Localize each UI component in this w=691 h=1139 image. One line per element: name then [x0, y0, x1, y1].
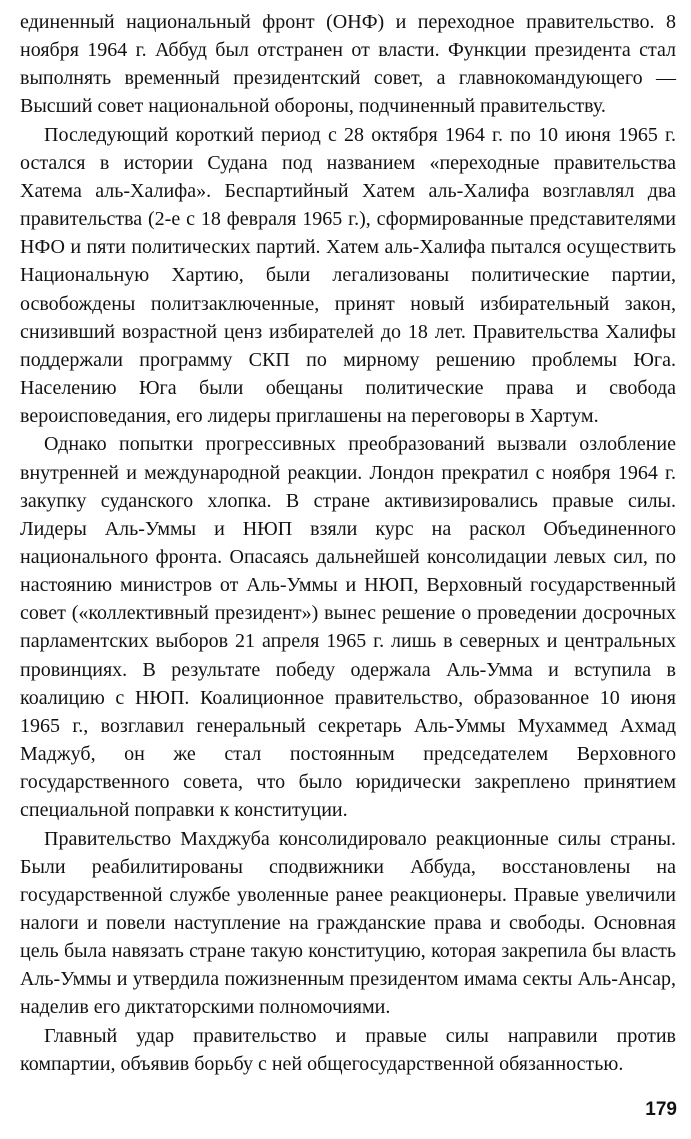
paragraph-4: Правительство Махджуба консолидировало реакционные силы страны. Были реабилитированы сподвижники Аббуда, восстановлены на государственной службе уволенные ранее реакционеры. Правые увеличили налоги и повели наступление на гражданские права и свободы. Основная цель была навязать стране такую конституцию, которая закрепила бы власть Аль-Уммы и утвердила пожизненным президентом имама секты Аль-Ансар, наделив его диктаторскими полномочиями. [20, 827, 676, 1019]
page-number: 179 [645, 1099, 677, 1120]
paragraph-2: Последующий короткий период с 28 октября 1964 г. по 10 июня 1965 г. остался в истории Судана под названием «переходные правительства Хатема аль-Халифа». Беспартийный Хатем аль-Халифа возглавлял два правительства (2-е с 18 февраля 1965 г.), сформированные представителями НФО и пяти политических партий. Хатем аль-Халифа пытался осуществить Национальную Хартию, были легализованы политические партии, освобождены политзаключенные, принят новый избирательный закон, снизивший возрастной ценз избирателей до 18 лет. Правительства Халифы поддержали программу СКП по мирному решению проблемы Юга. Населению Юга были обещаны политические права и свобода вероисповедания, его лидеры приглашены на переговоры в Хартум. [20, 123, 676, 428]
paragraph-1: единенный национальный фронт (ОНФ) и переходное правительство. 8 ноября 1964 г. Аббуд был отстранен от власти. Функции президента стал выполнять временный президентский совет, а главнокомандующего — Высший совет национальной обороны, подчиненный правительству. [20, 11, 676, 118]
page-text [20, 8, 676, 1078]
paragraph-3: Однако попытки прогрессивных преобразований вызвали озлобление внутренней и международной реакции. Лондон прекратил с ноября 1964 г. закупку суданского хлопка. В стране активизировались правые силы. Лидеры Аль-Уммы и НЮП взяли курс на раскол Объединенного национального фронта. Опасаясь дальнейшей консолидации левых сил, по настоянию министров от Аль-Уммы и НЮП, Верховный государственный совет («коллективный президент») вынес решение о проведении досрочных парламентских выборов 21 апреля 1965 г. лишь в северных и центральных провинциях. В результате победу одержала Аль-Умма и вступила в коалицию с НЮП. Коалиционное правительство, образованное 10 июня 1965 г., возглавил генеральный секретарь Аль-Уммы Мухаммед Ахмад Маджуб, он же стал постоянным председателем Верховного государственного совета, что было юридически закреплено принятием специальной поправки к конституции. [20, 433, 676, 822]
paragraph-5: Главный удар правительство и правые силы направили против компартии, объявив борьбу с ней общегосударственной обязанностью. [20, 1024, 676, 1075]
